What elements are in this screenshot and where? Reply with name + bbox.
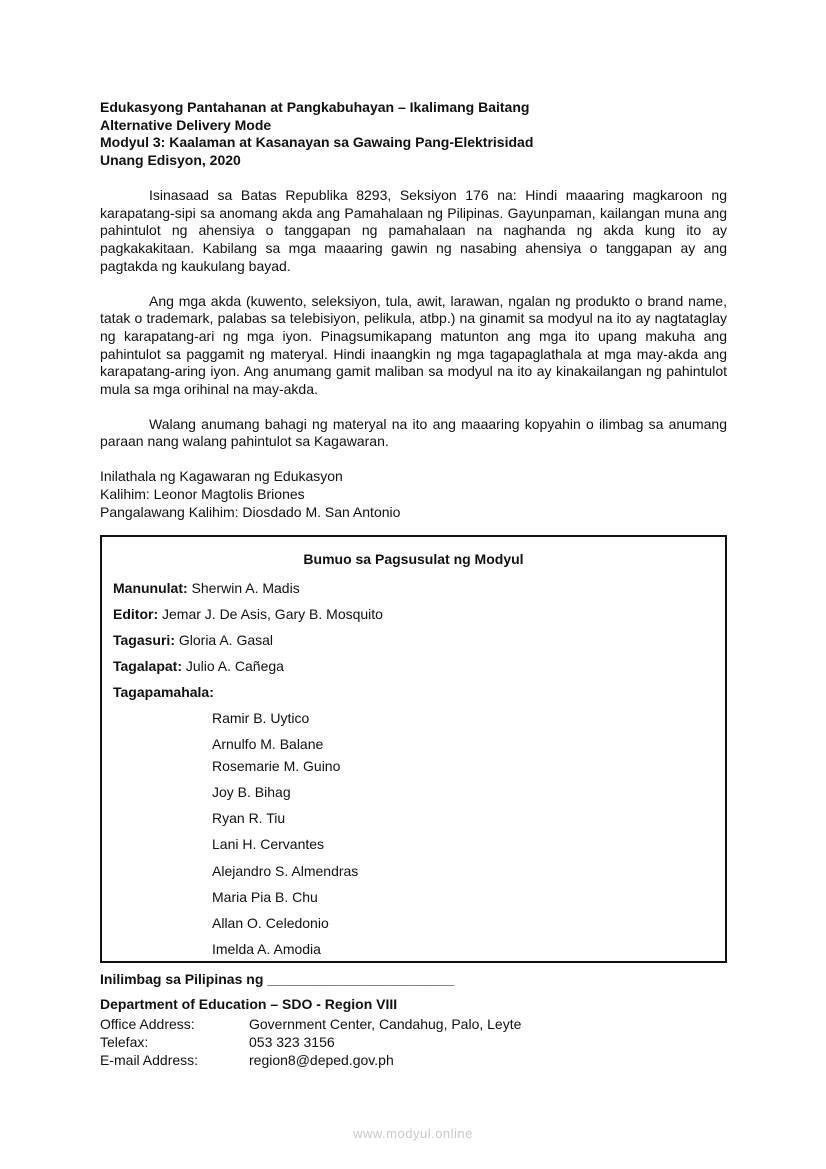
manager-name: Joy B. Bihag (212, 784, 291, 800)
office-address: Government Center, Candahug, Palo, Leyte (249, 1016, 522, 1032)
reviewer-row (113, 632, 273, 648)
telefax-number: 053 323 3156 (249, 1034, 335, 1050)
manager-name: Ramir B. Uytico (212, 710, 310, 726)
edition: Unang Edisyon, 2020 (100, 151, 241, 168)
office-address-label: Office Address: (100, 1016, 195, 1032)
module-title: Modyul 3: Kaalaman at Kasanayan sa Gawaing Pang-Elektrisidad (100, 134, 534, 150)
editor-label: Editor: (113, 606, 159, 622)
reviewer-name: Gloria A. Gasal (178, 632, 274, 648)
manager-name: Ryan R. Tiu (212, 810, 286, 826)
managers-label: Tagapamahala: (113, 684, 214, 700)
manager-name: Lani H. Cervantes (212, 836, 325, 852)
manager-name: Rosemarie M. Guino (212, 758, 341, 774)
printed-in-line: Inilimbag sa Pilipinas ng ________________________ (100, 971, 455, 987)
email-address: region8@deped.gov.ph (249, 1052, 394, 1068)
copyright-page (100, 99, 727, 521)
editor-row (113, 606, 383, 622)
credits-title: Bumuo sa Pagsusulat ng Modyul (303, 551, 524, 567)
manager-name: Imelda A. Amodia (212, 941, 321, 957)
reviewer-label: Tagasuri: (113, 632, 175, 648)
email-row (100, 1051, 727, 1069)
writer-label: Manunulat: (113, 580, 188, 596)
manager-name: Maria Pia B. Chu (212, 889, 318, 905)
telefax-label: Telefax: (100, 1034, 149, 1050)
telefax-row (100, 1033, 727, 1051)
manager-name: Arnulfo M. Balane (212, 736, 324, 752)
department-name: Department of Education – SDO - Region VIII (100, 996, 398, 1012)
writer-row (113, 580, 300, 596)
copyright-paragraph-1: Isinasaad sa Batas Republika 8293, Seksiyon 176 na: Hindi maaaring magkaroon ng karapatang-sipi sa anomang akda ang Pamahalaan ng Pilipinas. Gayunpaman, kailangan muna ang pahintulot ng ahensiya o tanggapan ng pamahalaan na naghanda ng akda kung ito ay pagkakakitaan. Kabilang sa mga maaaring gawin ng nasabing ahensiya o tanggapan ay ang pagtakda ng kaukulang bayad. (100, 187, 727, 274)
copyright-paragraph-3: Walang anumang bahagi ng materyal na ito ang maaaring kopyahin o ilimbag sa anumang paraan nang walang pahintulot sa Kagawaran. (100, 415, 727, 450)
email-label: E-mail Address: (100, 1052, 199, 1068)
credits-box (100, 535, 727, 963)
manager-name: Allan O. Celedonio (212, 915, 329, 931)
office-address-row (100, 1015, 727, 1033)
layout-label: Tagalapat: (113, 658, 182, 674)
book-title: Edukasyong Pantahanan at Pangkabuhayan – Ikalimang Baitang (100, 99, 530, 115)
layout-row (113, 658, 284, 674)
undersecretary-line: Pangalawang Kalihim: Diosdado M. San Antonio (100, 504, 401, 521)
copyright-paragraph-2: Ang mga akda (kuwento, seleksiyon, tula, awit, larawan, ngalan ng produkto o brand name, tatak o trademark, palabas sa telebisiyon, pelikula, atbp.) na ginamit sa modyul na ito ay nagtataglay ng karapatang-ari ng mga iyon. Pinagsumikapang matunton ang mga ito upang makuha ang pahintulot sa paggamit ng materyal. Hindi inaangkin ng mga tagapaglathala at mga may-akda ang karapatang-aring iyon. Ang anumang gamit maliban sa modyul na ito ay kinakailangan ng pahintulot mula sa mga orihinal na may-akda. (100, 292, 727, 398)
publisher-block (100, 467, 727, 521)
editor-name: Jemar J. De Asis, Gary B. Mosquito (162, 606, 383, 622)
secretary-line: Kalihim: Leonor Magtolis Briones (100, 486, 305, 503)
writer-name: Sherwin A. Madis (191, 580, 300, 596)
managers-row (113, 684, 214, 700)
manager-name: Alejandro S. Almendras (212, 863, 359, 879)
publisher-line: Inilathala ng Kagawaran ng Edukasyon (100, 468, 343, 485)
delivery-mode: Alternative Delivery Mode (100, 116, 272, 133)
layout-name: Julio A. Cañega (185, 658, 284, 674)
website-watermark: www.modyul.online (353, 1126, 473, 1141)
